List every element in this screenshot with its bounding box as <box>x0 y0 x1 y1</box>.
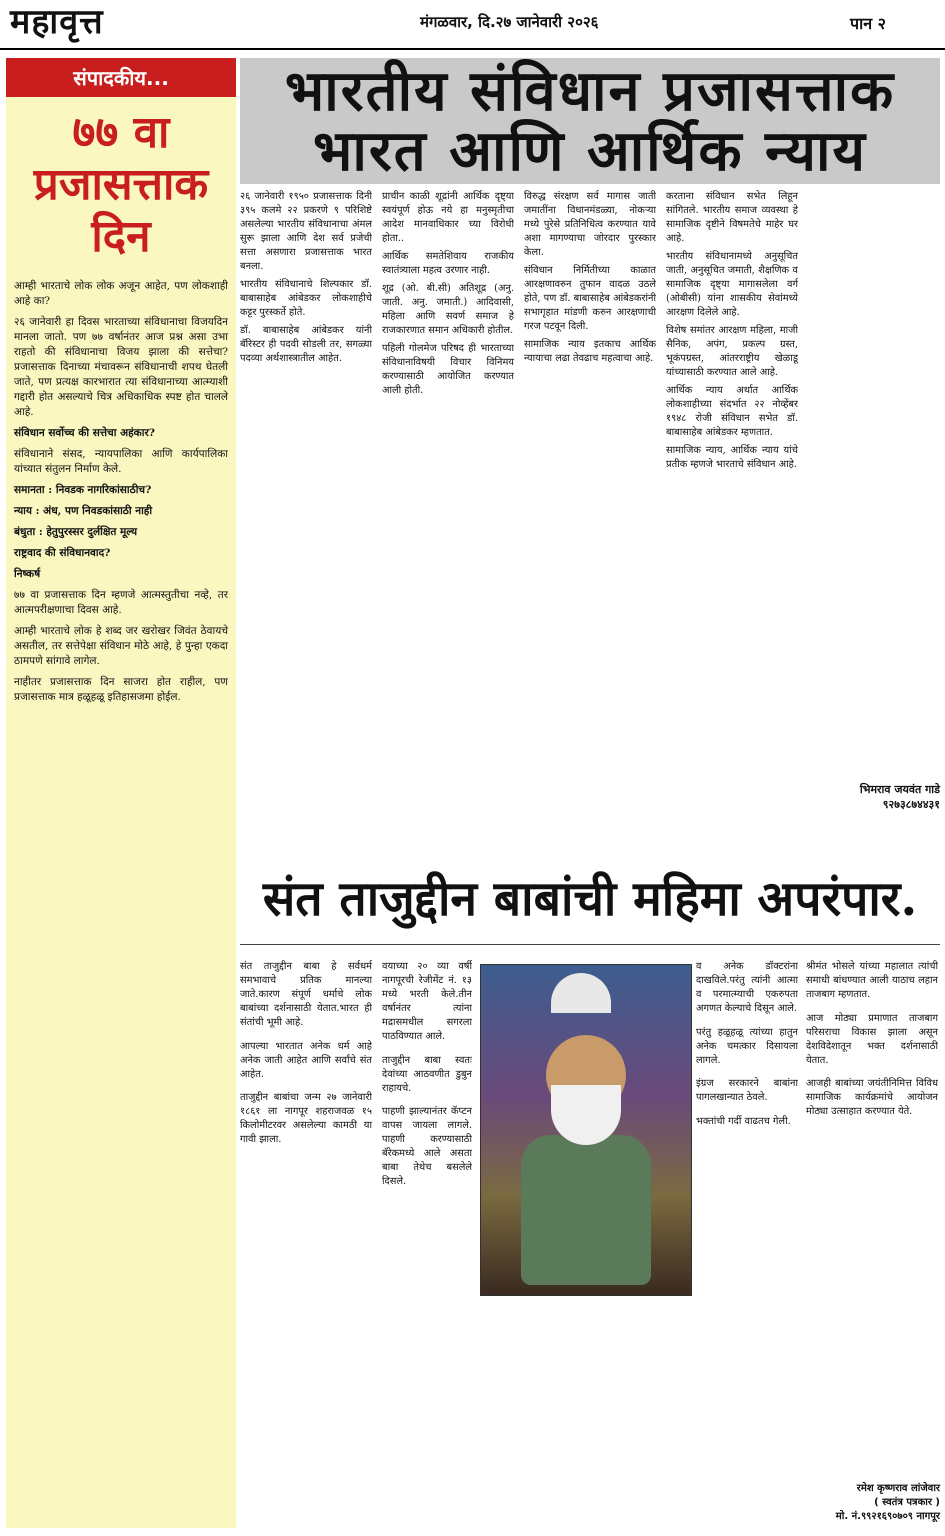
article2-paragraph: भक्तांची गर्दी वाढतच गेली. <box>696 1116 791 1128</box>
article1-byline <box>800 782 940 812</box>
article1-body <box>240 190 940 850</box>
article1-paragraph: विरुद्ध संरक्षण सर्व मागास जाती जमातींना विधानमंडळ्या, नोकऱ्या मध्ये पुरेसे प्रतिनिधित्व करण्यात यावे अशा मागण्याचा जोरदार पुरस्कार केला. <box>524 191 656 258</box>
article1-paragraph: आर्थिक न्याय अर्थात आर्थिक लोकशाहीच्या संदर्भात २२ नोव्हेंबर १९४८ रोजी संविधान सभेत डॉ. बाबासाहेब आंबेडकर म्हणतात. <box>666 385 798 438</box>
article1-phone: ९२७३८७४४३१ <box>882 798 940 811</box>
article1-headline <box>240 58 940 184</box>
editorial-paragraph: नाहीतर प्रजासत्ताक दिन साजरा होत राहील, पण प्रजासत्ताक मात्र हळूहळू इतिहासजमा होईल. <box>14 676 228 703</box>
article2-paragraph: वयाच्या २० व्या वर्षी नागपूरची रेजीमेंट नं. १३ मध्ये भरती केले.तीन वर्षानंतर त्यांना मद्रासमधील सगरला पाठविण्यात आले. <box>382 960 472 1042</box>
masthead-logo: महावृत्त <box>10 2 104 42</box>
editorial-paragraph: ७७ वा प्रजासत्ताक दिन म्हणजे आत्मस्तुतीचा नव्हे, तर आत्मपरीक्षणाचा दिवस आहे. <box>14 589 228 616</box>
article2-headline <box>240 864 940 938</box>
article2-paragraph: परंतु हळूहळू त्यांच्या हातुन अनेक चमत्कार दिसायला लागले. <box>696 1026 798 1066</box>
article1-paragraph: भारतीय संविधानामध्ये अनुसूचित जाती, अनुसूचित जमाती, शैक्षणिक व सामाजिक दृष्ट्या मागासलेला वर्ग (ओबीसी) यांना शासकीय सेवांमध्ये आरक्षण दिलेले आहे. <box>666 251 798 318</box>
editorial-paragraph: आम्ही भारताचे लोक लोक अजून आहेत, पण लोकशाही आहे का? <box>14 280 228 307</box>
figure-body-shape <box>521 1135 651 1285</box>
article1-column-3 <box>524 190 656 850</box>
article1-column-1 <box>240 190 372 850</box>
article1-paragraph: सामाजिक न्याय इतकाच आर्थिक न्यायाचा लढा तेवढाच महत्वाचा आहे. <box>524 339 656 364</box>
article2-paragraph: संत ताजुद्दीन बाबा हे सर्वधर्म समभावाचे प्रतिक मानल्या जाते.कारण संपूर्ण धर्माचे लोक बाबांच्या दर्शनासाठी येतात.भारत ही संतांची भूमी आहे. <box>240 960 372 1028</box>
article2-paragraph: आजही बाबांच्या जयंतीनिमित्त विविध सामाजिक कार्यक्रमांचे आयोजन मोठ्या उत्साहात करण्यात येते. <box>806 1078 938 1118</box>
article2-paragraph: आपल्या भारतात अनेक धर्म आहे अनेक जाती आहेत आणि सर्वांचे संत आहेत. <box>240 1040 372 1080</box>
article2-paragraph: आज मोठ्या प्रमाणात ताजबाग परिसराचा विकास झाला असून देशविदेशातून भक्त दर्शनासाठी येतात. <box>806 1012 938 1066</box>
article1-paragraph: आर्थिक समतेशिवाय राजकीय स्वातंत्र्याला महत्व उरणार नाही. <box>382 251 514 276</box>
article2-paragraph: ताजुद्दीन बाबांचा जन्म २७ जानेवारी १८६१ ला नागपूर शहराजवळ १५ किलोमीटरवर असलेल्या कामठी या गावी झाला. <box>240 1092 372 1146</box>
article2-paragraph: ताजुद्दीन बाबा स्वतः देवांच्या आठवणीत डुबुन राहायचे. <box>382 1054 472 1094</box>
article1-paragraph: सामाजिक न्याय, आर्थिक न्याय यांचे प्रतीक म्हणजे भारताचे संविधान आहे. <box>666 445 798 470</box>
article2-body <box>240 950 940 1525</box>
article1-author: भिमराव जयवंत गाडे <box>859 783 940 796</box>
editorial-paragraph: संविधानाने संसद, न्यायपालिका आणि कार्यपालिका यांच्यात संतुलन निर्माण केले. <box>14 448 228 475</box>
article1-headline-line2: भारत आणि आर्थिक न्याय <box>313 118 867 184</box>
article1-paragraph: पहिली गोलमेज परिषद ही भारताच्या संविधानाविषयी विचार विनिमय करण्यासाठी आयोजित करण्यात आली होती. <box>382 343 514 396</box>
editorial-paragraph: आम्ही भारताचे लोक हे शब्द जर खरोखर जिवंत ठेवायचे असतील, तर सत्तेपेक्षा संविधान मोठे आहे, हे पुन्हा एकदा ठामपणे सांगावे लागेल. <box>14 625 228 667</box>
article2-column-1 <box>240 950 372 1525</box>
editorial-section-label: संपादकीय... <box>6 58 236 97</box>
page-number: पान २ <box>850 14 887 33</box>
article2-column-2 <box>382 950 472 1525</box>
article1-paragraph: संविधान निर्मितीच्या काळात आरक्षणावरुन तुफान वादळ उठले होते, पण डॉ. बाबासाहेब आंबेडकरांनी सभागृहात मांडणी करुन आरक्षणाची गरज पटवून दिली. <box>524 265 656 332</box>
editorial-title-line1: ७७ वा <box>72 107 170 158</box>
article2-paragraph: श्रीमंत भोसले यांच्या महालात त्यांची समाधी बांधण्यात आली याठाच लहान ताजबाग म्हणतात. <box>806 960 938 1000</box>
article2-byline <box>800 1480 940 1522</box>
article1-paragraph: करताना संविधान सभेत लिहून सांगितले. भारतीय समाज व्यवस्था हे सामाजिक दृष्टीने विषमतेचे माहेर घर आहे. <box>666 191 798 244</box>
article2-paragraph: व अनेक डॉक्टरांना दाखविले.परंतु त्यांनी आत्मा व परमात्म्याची एकरुपता अगणत केल्याचे दिसून आले. <box>696 960 798 1014</box>
editorial-subheading: संविधान सर्वोच्च की सत्तेचा अहंकार? <box>14 427 155 439</box>
article2-paragraph: इंग्रज सरकारने बाबांना पागलखान्यात ठेवले. <box>696 1078 798 1104</box>
saint-portrait-photo <box>480 964 692 1296</box>
article1-column-4 <box>666 190 798 850</box>
article1-paragraph: शूद्र (ओ. बी.सी) अतिशूद्र (अनु. जाती. अनु. जमाती.) आदिवासी, महिला आणि सवर्ण समाज हे राजकारणात समान अधिकारी होतील. <box>382 283 514 336</box>
masthead <box>0 0 945 50</box>
editorial-column <box>6 58 236 1528</box>
article2-phone: मो. नं.९९२१६९०७०९ नागपूर <box>835 1511 940 1522</box>
article1-paragraph: डॉ. बाबासाहेब आंबेडकर यांनी बॅरिस्टर ही पदवी सोडली तर, सगळ्या पदव्या अर्थशास्त्रातील आहेत. <box>240 325 372 364</box>
issue-date: मंगळवार, दि.२७ जानेवारी २०२६ <box>420 13 599 31</box>
editorial-subheading: राष्ट्रवाद की संविधानवाद? <box>14 547 111 559</box>
article2-paragraph: पाहणी झाल्यानंतर कॅप्टन वापस जायला लागले. पाहणी करण्यासाठी बॅरेकमध्ये आले असता बाबा तेथेच बसलेले दिसले. <box>382 1106 472 1188</box>
divider <box>240 944 940 945</box>
editorial-subheading: समानता : निवडक नागरिकांसाठीच? <box>14 484 152 496</box>
editorial-title <box>6 97 236 273</box>
editorial-paragraph: २६ जानेवारी हा दिवस भारताच्या संविधानाचा विजयदिन मानला जातो. पण ७७ वर्षानंतर आज प्रश्न असा उभा राहतो की संविधानाचा विजय झाला की सत्तेचा? प्रजासत्ताक दिनाच्या मंचावरून संविधानाची शपथ घेतली जाते, पण प्रत्यक्ष कारभारात त्या संविधानाच्या आत्म्याशी गद्दारी होत असल्याचे चित्र अधिकाधिक स्पष्ट होत चालले आहे. <box>14 316 228 418</box>
article1-column-2 <box>382 190 514 850</box>
article1-paragraph: २६ जानेवारी १९५० प्रजासत्ताक दिनी ३९५ कलमे २२ प्रकरणे ९ परिशिष्टे असलेल्या भारतीय संविधानाचा अंमल सुरू झाला आणि देश सर्व प्रजेची सत्ता असणारा प्रजासत्ताक भारत बनला. <box>240 191 372 272</box>
article1-paragraph: विशेष समांतर आरक्षण महिला, माजी सैनिक, अपंग, प्रकल्प ग्रस्त, भूकंपग्रस्त, आंतरराष्ट्रीय खेळाडू यांच्यासाठी करण्यात आले आहे. <box>666 325 798 378</box>
editorial-body <box>6 273 236 717</box>
dome-shape <box>551 973 611 1013</box>
editorial-subheading: निष्कर्ष <box>14 568 41 580</box>
editorial-subheading: न्याय : अंध, पण निवडकांसाठी नाही <box>14 505 153 517</box>
article1-headline-line1: भारतीय संविधान प्रजासत्ताक <box>284 58 896 124</box>
article2-column-3 <box>696 950 798 1525</box>
article2-headline-text: संत ताजुद्दीन बाबांची महिमा अपरंपार. <box>262 871 918 927</box>
editorial-subheading: बंधुता : हेतुपुरस्सर दुर्लक्षित मूल्य <box>14 526 138 538</box>
article2-column-4 <box>806 950 938 1470</box>
article1-paragraph: प्राचीन काळी शूद्रांनी आर्थिक दृष्ट्या स्वयंपूर्ण होऊ नये हा मनुस्मृतीचा आदेश मानवाधिकार च्या विरोधी होता.. <box>382 191 514 244</box>
article2-author: रमेश कृष्णराव लांजेवार <box>856 1483 940 1494</box>
article2-author-role: ( स्वतंत्र पत्रकार ) <box>874 1497 940 1508</box>
article1-paragraph: भारतीय संविधानाचे शिल्पकार डॉ. बाबासाहेब आंबेडकर लोकशाहीचे कट्टर पुरस्कर्ते होते. <box>240 279 372 318</box>
editorial-title-line2: प्रजासत्ताक दिन <box>33 159 209 262</box>
